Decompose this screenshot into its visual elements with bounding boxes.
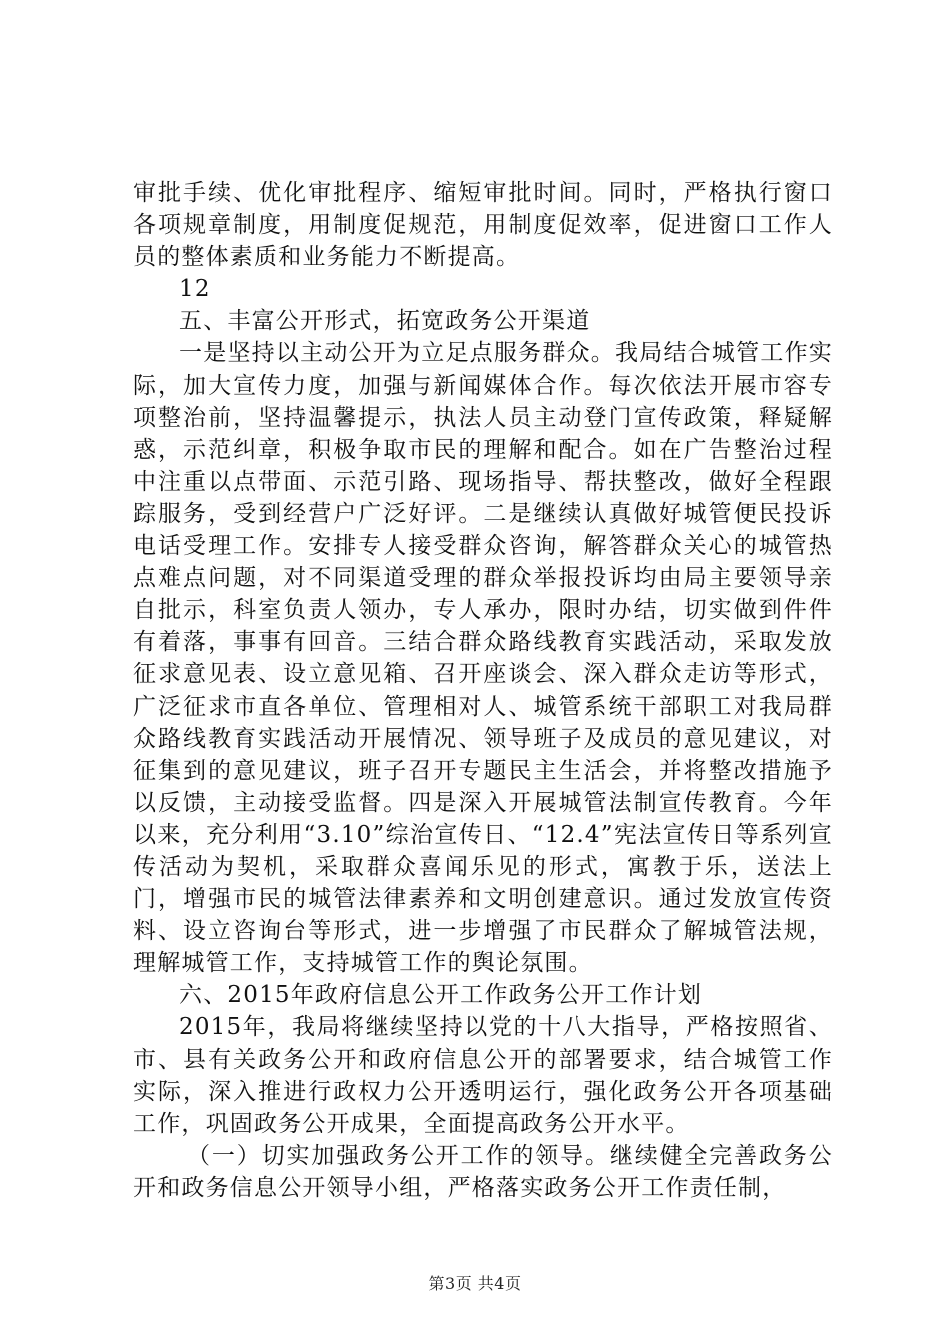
page-footer: 第3页 共4页 (428, 1274, 522, 1293)
document-body (133, 177, 833, 1204)
section-heading-6: 六、2015年政府信息公开工作政务公开工作计划 (179, 982, 703, 1009)
paragraph-section-6-item-1: （一）切实加强政务公开工作的领导。继续健全完善政务公开和政务信息公开领导小组，严格落实政务公开工作责任制， (133, 1142, 833, 1201)
section-heading-5: 五、丰富公开形式，拓宽政务公开渠道 (179, 308, 591, 335)
paragraph-continuation: 审批手续、优化审批程序、缩短审批时间。同时，严格执行窗口各项规章制度，用制度促规范，用制度促效率，促进窗口工作人员的整体素质和业务能力不断提高。 (133, 180, 833, 271)
paragraph-section-5-body: 一是坚持以主动公开为立足点服务群众。我局结合城管工作实际，加大宣传力度，加强与新闻媒体合作。每次依法开展市容专项整治前，坚持温馨提示，执法人员主动登门宣传政策，释疑解惑，示范纠章，积极争取市民的理解和配合。如在广告整治过程中注重以点带面、示范引路、现场指导、帮扶整改，做好全程跟踪服务，受到经营户广泛好评。二是继续认真做好城管便民投诉电话受理工作。安排专人接受群众咨询，解答群众关心的城管热点难点问题，对不同渠道受理的群众举报投诉均由局主要领导亲自批示，科室负责人领办，专人承办，限时办结，切实做到件件有着落，事事有回音。三结合群众路线教育实践活动，采取发放征求意见表、设立意见箱、召开座谈会、深入群众走访等形式，广泛征求市直各单位、管理相对人、城管系统干部职工对我局群众路线教育实践活动开展情况、领导班子及成员的意见建议，对征集到的意见建议，班子召开专题民主生活会，并将整改措施予以反馈，主动接受监督。四是深入开展城管法制宣传教育。今年以来，充分利用“3.10”综治宣传日、“12.4”宪法宣传日等系列宣传活动为契机，采取群众喜闻乐见的形式，寓教于乐，送法上门，增强市民的城管法律素养和文明创建意识。通过发放宣传资料、设立咨询台等形式，进一步增强了市民群众了解城管法规，理解城管工作，支持城管工作的舆论氛围。 (133, 340, 833, 977)
paragraph-section-6-intro: 2015年，我局将继续坚持以党的十八大指导，严格按照省、市、县有关政务公开和政府信息公开的部署要求，结合城管工作实际，深入推进行政权力公开透明运行，强化政务公开各项基础工作，巩固政务公开成果，全面提高政务公开水平。 (133, 1014, 833, 1137)
paragraph-number: 12 (179, 276, 211, 303)
